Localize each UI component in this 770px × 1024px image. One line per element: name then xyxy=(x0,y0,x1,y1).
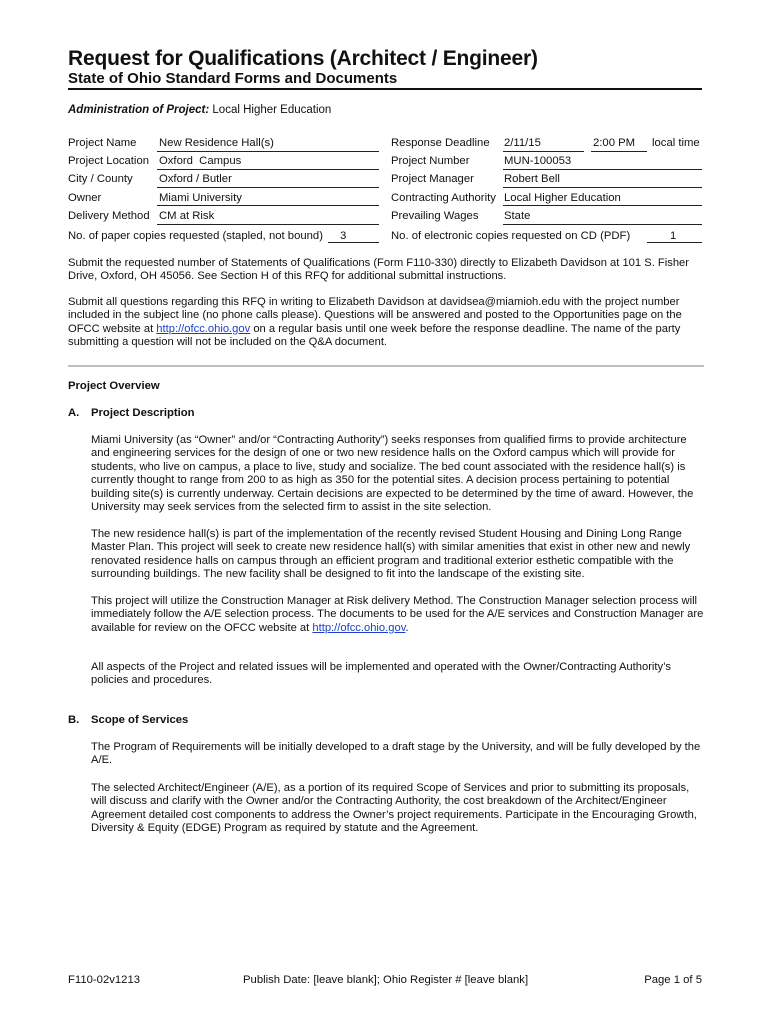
project-location-value: Oxford Campus xyxy=(159,155,242,167)
section-a-paragraph-3-end: . xyxy=(405,621,409,634)
submit-paragraph-2-text-b: on a regular basis until one week before the response deadline. The name of the party submitting a question will not be included on the Q&A document. xyxy=(68,322,681,349)
delivery-method-underline xyxy=(157,224,379,225)
project-manager-value: Robert Bell xyxy=(504,173,560,185)
footer-publish-info: Publish Date: [leave blank]; Ohio Register # [leave blank] xyxy=(243,974,529,986)
section-a-paragraph-1: Miami University (as “Owner” and/or “Contracting Authority”) seeks responses from qualified firms to provide architecture and engineering services for the design of one or two new residence halls on the Oxford campus which will provide for students, who live on campus, a place to live, study and socialize. The bed count associated with the residence hall(s) is currently thought to range from 200 to as high as 350 for the potential sites. A decision process pertaining to potential building site(s) is currently underway. Certain decisions are expected to be determined by the time of award. However, the University may seek services from the selected firm to assist in the site selection. xyxy=(91,434,694,514)
submit-paragraph-1: Submit the requested number of Statements of Qualifications (Form F110-330) directly to Elizabeth Davidson at 101 S. Fisher Drive, Oxford, OH 45056. See Section H of this RFQ for additional submittal instructions. xyxy=(68,257,689,283)
city-county-label: City / County xyxy=(68,173,133,185)
response-deadline-time: 2:00 PM xyxy=(593,137,636,149)
document-title: Request for Qualifications (Architect / Engineer) xyxy=(68,47,538,70)
document-subtitle: State of Ohio Standard Forms and Documents xyxy=(68,70,398,87)
title-rule xyxy=(68,88,702,90)
response-deadline-date-underline xyxy=(503,151,584,152)
section-divider xyxy=(68,365,704,367)
section-a-paragraph-2: The new residence hall(s) is part of the implementation of the recently revised Student Housing and Dining Long Range Master Plan. This project will seek to create new residence hall(s) with similar amenities that exist in other new and newly renovated residence halls on campus through an efficient program and traditional exterior esthetic compatible with the surrounding buildings. The new facility shall be designed to fit into the landscape of the existing site. xyxy=(91,528,691,581)
owner-label: Owner xyxy=(68,192,102,204)
electronic-copies-value: 1 xyxy=(670,230,677,242)
project-number-value: MUN-100053 xyxy=(504,155,572,167)
submit-paragraph-2-text-a: Submit all questions regarding this RFQ in writing to Elizabeth Davidson at davidsea@miamioh.edu with the project number included in the subject line (no phone calls please). Questions will be answered and posted to the Opportunities page on the OFCC website at xyxy=(68,296,682,335)
owner-value: Miami University xyxy=(159,192,242,204)
paper-copies-value: 3 xyxy=(340,230,347,242)
project-number-label: Project Number xyxy=(391,155,470,167)
project-manager-label: Project Manager xyxy=(391,173,474,185)
prevailing-wages-underline xyxy=(503,224,702,225)
project-name-value: New Residence Hall(s) xyxy=(159,137,274,149)
prevailing-wages-label: Prevailing Wages xyxy=(391,210,479,222)
section-b-paragraph-1: The Program of Requirements will be initially developed to a draft stage by the University, and will be fully developed by the A/E. xyxy=(91,741,701,767)
section-a-paragraph-4: All aspects of the Project and related issues will be implemented and operated with the Owner/Contracting Authority’s policies and procedures. xyxy=(91,661,671,687)
response-deadline-time-underline xyxy=(591,151,647,152)
response-deadline-suffix: local time xyxy=(652,137,700,149)
city-county-value: Oxford / Butler xyxy=(159,173,232,185)
section-b-letter: B. xyxy=(68,714,80,726)
response-deadline-date: 2/11/15 xyxy=(504,137,541,149)
section-a-paragraph-3 xyxy=(91,595,706,635)
administration-label: Administration of Project: xyxy=(68,104,210,116)
section-a-letter: A. xyxy=(68,407,80,419)
section-b-heading: Scope of Services xyxy=(91,714,189,726)
project-manager-underline xyxy=(503,187,702,188)
administration-line xyxy=(68,104,331,116)
city-county-underline xyxy=(157,187,379,188)
project-location-label: Project Location xyxy=(68,155,150,167)
section-a-paragraph-3-text: This project will utilize the Construction Manager at Risk delivery Method. The Construction Manager selection process will immediately follow the A/E selection process. The documents to be used for the A/E services and Construction Manager are available for review on the OFCC website at xyxy=(91,595,704,634)
contracting-authority-underline xyxy=(503,205,702,206)
project-name-label: Project Name xyxy=(68,137,137,149)
footer-page-number: Page 1 of 5 xyxy=(644,974,702,986)
section-b-paragraph-2: The selected Architect/Engineer (A/E), as a portion of its required Scope of Services and prior to submitting its proposals, will discuss and clarify with the Owner and/or the Contracting Authority, the cost breakdown of the Architect/Engineer Agreement detailed cost components to address the Owner’s project requirements. Participate in the Encouraging Growth, Diversity & Equity (EDGE) Program as required by statute and the Agreement. xyxy=(91,782,697,835)
ofcc-website-link-2[interactable]: http://ofcc.ohio.gov xyxy=(312,621,406,634)
delivery-method-label: Delivery Method xyxy=(68,210,150,222)
contracting-authority-value: Local Higher Education xyxy=(504,192,621,204)
project-location-underline xyxy=(157,169,379,170)
project-number-underline xyxy=(503,169,702,170)
response-deadline-label: Response Deadline xyxy=(391,137,490,149)
project-name-underline xyxy=(157,151,379,152)
submit-paragraph-2 xyxy=(68,296,708,350)
footer-form-id: F110-02v1213 xyxy=(68,974,141,986)
ofcc-website-link[interactable]: http://ofcc.ohio.gov xyxy=(156,322,251,335)
electronic-copies-underline xyxy=(647,242,702,243)
electronic-copies-label: No. of electronic copies requested on CD (PDF) xyxy=(391,230,631,242)
project-overview-heading: Project Overview xyxy=(68,380,160,392)
contracting-authority-label: Contracting Authority xyxy=(391,192,496,204)
prevailing-wages-value: State xyxy=(504,210,531,222)
owner-underline xyxy=(157,205,379,206)
administration-value: Local Higher Education xyxy=(212,104,332,116)
paper-copies-underline xyxy=(328,242,379,243)
delivery-method-value: CM at Risk xyxy=(159,210,215,222)
paper-copies-label: No. of paper copies requested (stapled, not bound) xyxy=(68,230,323,242)
section-a-heading: Project Description xyxy=(91,407,195,419)
